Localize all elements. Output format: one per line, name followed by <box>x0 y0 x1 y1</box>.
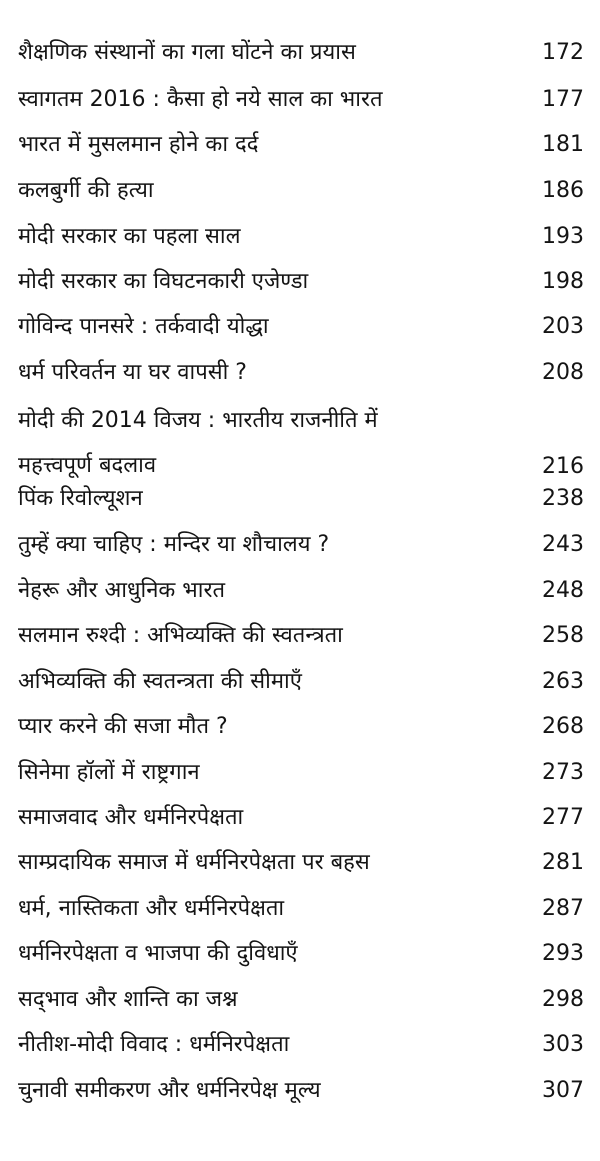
toc-entry-page: 307 <box>542 1078 584 1103</box>
toc-entry-title: सलमान रुश्दी : अभिव्यक्ति की स्वतन्त्रता <box>18 623 343 648</box>
toc-entry <box>18 894 584 924</box>
toc-entry <box>18 358 584 388</box>
toc-entry-title: स्वागतम 2016 : कैसा हो नये साल का भारत <box>18 87 383 112</box>
toc-entry-page: 258 <box>542 623 584 648</box>
toc-entry-page: 293 <box>542 941 584 966</box>
toc-entry-page: 208 <box>542 360 584 385</box>
toc-entry-title: धर्म, नास्तिकता और धर्मनिरपेक्षता <box>18 896 285 921</box>
toc-entry-page: 203 <box>542 314 584 339</box>
toc-entry-page: 303 <box>542 1032 584 1057</box>
toc-entry-page: 181 <box>542 132 584 157</box>
toc-entry-title: तुम्हें क्या चाहिए : मन्दिर या शौचालय ? <box>18 532 330 557</box>
toc-entry-title: पिंक रिवोल्यूशन <box>18 486 143 511</box>
toc-entry <box>18 1076 584 1106</box>
toc-entry <box>18 848 584 878</box>
toc-entry <box>18 312 584 342</box>
toc-entry <box>18 222 584 252</box>
toc-entry-page: 186 <box>542 178 584 203</box>
toc-entry-page: 216 <box>542 454 584 479</box>
toc-entry <box>18 85 584 115</box>
toc-entry <box>18 985 584 1015</box>
toc-entry <box>18 130 584 160</box>
toc-entry-page: 243 <box>542 532 584 557</box>
toc-entry <box>18 939 584 969</box>
toc-entry-title: धर्मनिरपेक्षता व भाजपा की दुविधाएँ <box>18 941 298 966</box>
toc-entry <box>18 1030 584 1060</box>
toc-entry-page: 281 <box>542 850 584 875</box>
toc-entry-title: प्यार करने की सजा मौत ? <box>18 714 228 739</box>
toc-entry-title: अभिव्यक्ति की स्वतन्त्रता की सीमाएँ <box>18 669 302 694</box>
toc-entry-title: साम्प्रदायिक समाज में धर्मनिरपेक्षता पर बहस <box>18 850 370 875</box>
toc-entry <box>18 267 584 297</box>
toc-entry <box>18 38 584 68</box>
toc-entry <box>18 176 584 206</box>
toc-entry-page: 287 <box>542 896 584 921</box>
toc-entry-title: नेहरू और आधुनिक भारत <box>18 578 225 603</box>
toc-entry <box>18 667 584 697</box>
toc-entry <box>18 712 584 742</box>
toc-entry-page: 198 <box>542 269 584 294</box>
toc-entry-title: सद्‌भाव और शान्ति का जश्न <box>18 987 238 1012</box>
toc-entry-page: 238 <box>542 486 584 511</box>
toc-entry-title: गोविन्द पानसरे : तर्कवादी योद्धा <box>18 314 269 339</box>
toc-entry-title: कलबुर्गी की हत्या <box>18 178 154 203</box>
toc-entry-title: मोदी सरकार का विघटनकारी एजेण्डा <box>18 269 309 294</box>
toc-entry-page: 273 <box>542 760 584 785</box>
toc-entry-page: 263 <box>542 669 584 694</box>
toc-entry-page: 193 <box>542 224 584 249</box>
toc-entry-title: नीतीश-मोदी विवाद : धर्मनिरपेक्षता <box>18 1032 290 1057</box>
toc-entry-page: 177 <box>542 87 584 112</box>
toc-entry-page: 298 <box>542 987 584 1012</box>
toc-entry-title: सिनेमा हॉलों में राष्ट्रगान <box>18 760 200 785</box>
toc-entry <box>18 398 584 488</box>
toc-entry <box>18 484 584 514</box>
toc-entry-title: मोदी की 2014 विजय : भारतीय राजनीति में महत्त्वपूर्ण बदलाव <box>18 408 378 478</box>
toc-entry-page: 268 <box>542 714 584 739</box>
toc-entry-title: धर्म परिवर्तन या घर वापसी ? <box>18 360 247 385</box>
toc-entry-title: भारत में मुसलमान होने का दर्द <box>18 132 259 157</box>
toc-entry-title: चुनावी समीकरण और धर्मनिरपेक्ष मूल्य <box>18 1078 321 1103</box>
toc-entry <box>18 803 584 833</box>
toc-entry <box>18 758 584 788</box>
toc-entry-page: 172 <box>542 40 584 65</box>
toc-entry <box>18 576 584 606</box>
toc-entry-title: समाजवाद और धर्मनिरपेक्षता <box>18 805 244 830</box>
toc-entry-page: 248 <box>542 578 584 603</box>
toc-entry-title: शैक्षणिक संस्थानों का गला घोंटने का प्रयास <box>18 40 356 65</box>
toc-entry-title: मोदी सरकार का पहला साल <box>18 224 241 249</box>
toc-entry-page: 277 <box>542 805 584 830</box>
toc-entry <box>18 530 584 560</box>
toc-entry <box>18 621 584 651</box>
